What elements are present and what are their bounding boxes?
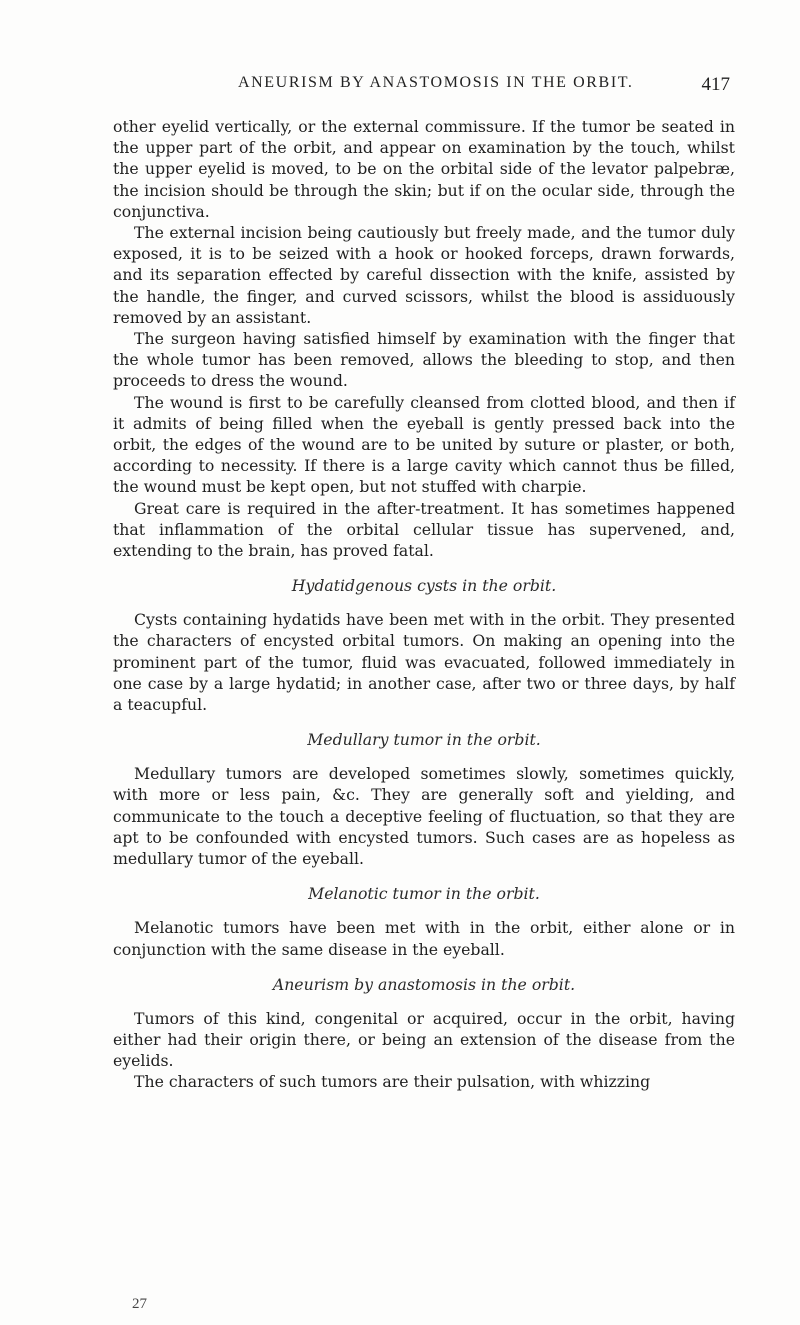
paragraph: Medullary tumors are developed sometimes slowly, sometimes quickly, with more or less pain, &c. They are generally soft and yielding, and communicate to the touch a deceptive feeling of fluctuation, so that they are apt to be confounded with encysted tumors. Such cases are as hopeless as medullary tumor of the eyeball.	[113, 764, 735, 869]
body-text	[113, 116, 735, 1093]
paragraph: Great care is required in the after-treatment. It has sometimes happened that inflammation of the orbital cellular tissue has supervened, and, extending to the brain, has proved fatal.	[113, 498, 735, 561]
page-number: 417	[701, 74, 730, 95]
running-header	[110, 74, 730, 98]
running-title: ANEURISM BY ANASTOMOSIS IN THE ORBIT.	[238, 74, 634, 91]
section-heading-hydatid: Hydatidgenous cysts in the orbit.	[291, 576, 557, 596]
signature-mark: 27	[132, 1296, 147, 1312]
paragraph: other eyelid vertically, or the external commissure. If the tumor be seated in the upper part of the orbit, and appear on examination by the touch, whilst the upper eyelid is moved, to be on the orbital side of the levator palpebræ, the incision should be through the skin; but if on the ocular side, through the conjunctiva.	[113, 117, 735, 221]
paragraph: The external incision being cautiously but freely made, and the tumor duly exposed, it is to be seized with a hook or hooked forceps, drawn forwards, and its separation effected by careful dissection with the knife, assisted by the handle, the finger, and curved scissors, whilst the blood is assiduously removed by an assistant.	[113, 223, 735, 327]
section-heading-aneurism: Aneurism by anastomosis in the orbit.	[272, 974, 576, 994]
paragraph: Cysts containing hydatids have been met with in the orbit. They presented the characters of encysted orbital tumors. On making an opening into the prominent part of the tumor, fluid was evacuated, followed immediately in one case by a large hydatid; in another case, after two or three days, by half a teacupful.	[113, 610, 735, 715]
paragraph: Melanotic tumors have been met with in the orbit, either alone or in conjunction with the same disease in the eyeball.	[113, 918, 735, 959]
paragraph: The wound is first to be carefully cleansed from clotted blood, and then if it admits of being filled when the eyeball is gently pressed back into the orbit, the edges of the wound are to be united by suture or plaster, or both, according to necessity. If there is a large cavity which cannot thus be filled, the wound must be kept open, but not stuffed with charpie.	[113, 392, 735, 497]
paragraph: The surgeon having satisfied himself by examination with the finger that the whole tumor has been removed, allows the bleeding to stop, and then proceeds to dress the wound.	[113, 329, 735, 391]
section-heading-medullary: Medullary tumor in the orbit.	[307, 730, 541, 750]
paragraph: Tumors of this kind, congenital or acquired, occur in the orbit, having either had their origin there, or being an extension of the disease from the eyelids.	[113, 1008, 735, 1071]
paragraph: The characters of such tumors are their pulsation, with whizzing	[134, 1072, 651, 1092]
section-heading-melanotic: Melanotic tumor in the orbit.	[308, 884, 540, 904]
